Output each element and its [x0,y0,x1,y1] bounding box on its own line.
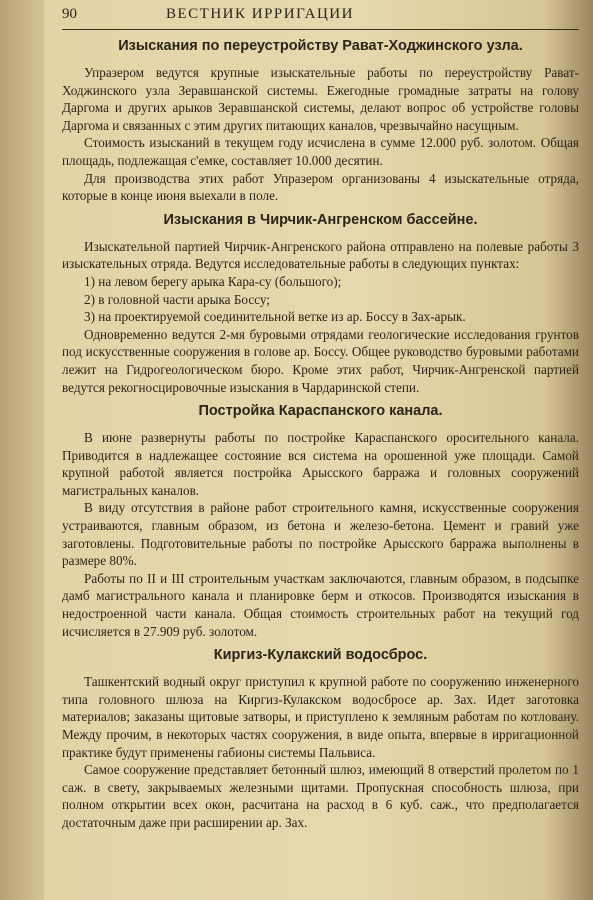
list-item: 1) на левом берегу арыка Кара-су (большого); [84,273,342,289]
header-rule [62,29,579,30]
section-title-chirchik-angren: Изыскания в Чирчик-Ангренском бассейне. [163,211,478,228]
section-title-kirgiz-kulak: Киргиз-Кулакский водосброс. [213,647,428,664]
paragraph: Одновременно ведутся 2-мя буровыми отрядами геологические исследования грунтов под искусственные сооружения в голове ар. Боссу. Общее руководство буровыми работами лежит на Гидрогеологическом бюро. Кроме этих работ, Чирчик-Ангренской партией ведутся рекогносцировочные изыскания в Чардаринской степи. [62,326,579,395]
paragraph: Стоимость изысканий в текущем году исчислена в сумме 12.000 руб. золотом. Общая площадь, подлежащая с'емке, составляет 10.000 десятин. [62,135,579,168]
section-title-karaspan-canal: Постройка Караспанского канала. [198,403,443,420]
running-title: ВЕСТНИК ИРРИГАЦИИ [166,6,354,22]
section-title-ravat-khodzha: Изыскания по переустройству Рават-Ходжинского узла. [118,38,523,54]
list-item: 2) в головной части арыка Боссу; [84,291,270,307]
paragraph: Для производства этих работ Упразером организованы 4 изыскательные отряда, которые в конце июня выехали в поле. [62,170,579,204]
paragraph: Самое сооружение представляет бетонный шлюз, имеющий 8 отверстий пролетом по 1 саж. в свету, закрываемых железными щитами. Пропускная способность шлюза, при полном открытии всех окон, расчитана на расход в 6 куб. саж., что предполагается достаточным даже при расширении ар. Зах. [62,762,579,830]
page-header [62,6,579,28]
paragraph: Упразером ведутся крупные изыскательные работы по переустройству Рават-Ходжинского узла Зеравшанской системы. Ежегодные громадные затраты на голову Даргома и других арыков Зеравшанской системы, делают вопрос об устройстве головы Даргома и связанных с этим других питающих каналов, чрезвычайно насущным. [62,65,579,133]
page-number: 90 [62,6,77,22]
page-spine-shadow [0,0,44,900]
paragraph: Ташкентский водный округ приступил к крупной работе по сооружению инженерного типа головного шлюза на Киргиз-Кулакском водосбросе ар. Зах. Идет заготовка материалов; заказаны щитовые затворы, и приступлено к земляным работам по котловану. Между прочим, в некоторых частях сооружения, в виде опыта, впервые в ирригационной практике будут применены габионы системы Пальвиса. [62,674,579,760]
paragraph: В июне развернуты работы по постройке Караспанского оросительного канала. Приводится в надлежащее состояние вся система на орошенной уже площади. Самой крупной работой является постройка Арысского барража и головных сооружений магистральных каналов. [62,430,579,498]
paragraph: Работы по II и III строительным участкам заключаются, главным образом, в подсыпке дамб магистрального канала и планировке берм и откосов. Производятся изыскания в недостроенной части канала. Общая стоимость строительных работ на текущий год исчисляется в 27.909 руб. золотом. [62,570,579,639]
list-item: 3) на проектируемой соединительной ветке из ар. Боссу в Зах-арык. [84,309,466,325]
paragraph: Изыскательной партией Чирчик-Ангренского района отправлено на полевые работы 3 изыскательных отряда. Ведутся исследовательные работы в следующих пунктах: [62,238,579,272]
paragraph: В виду отсутствия в районе работ строительного камня, искусственные сооружения устраиваются, главным образом, из бетона и железо-бетона. Цемент и гравий уже заготовлены. Подготовительные работы по постройке Арысского барража выполнены в размере 80%. [62,500,579,569]
